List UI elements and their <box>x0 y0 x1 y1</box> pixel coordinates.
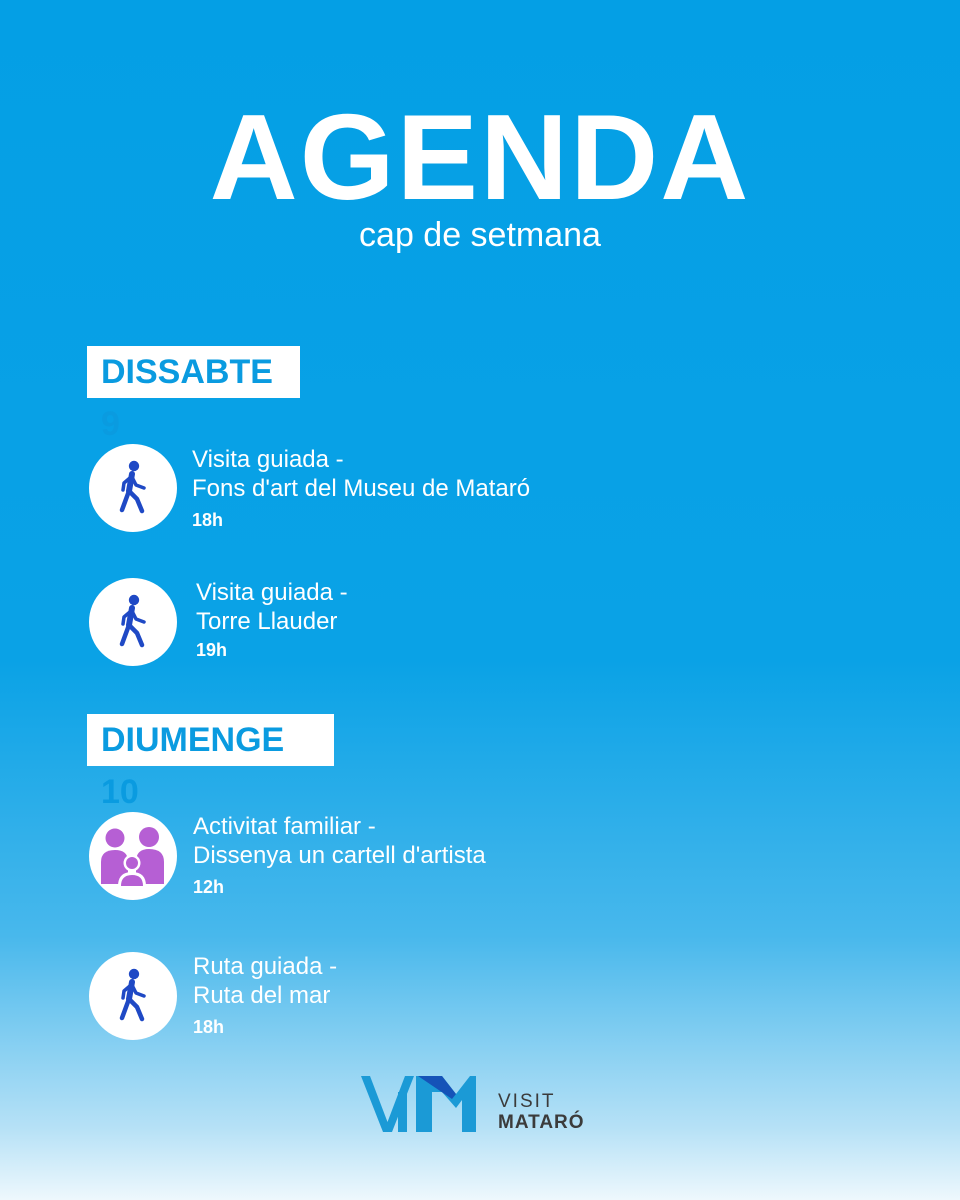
event-details <box>192 445 530 531</box>
day-heading-sunday: DIUMENGE 10 <box>87 714 334 766</box>
event-time: 12h <box>193 877 225 897</box>
event-time: 19h <box>196 640 228 660</box>
page-title: AGENDA <box>209 89 751 225</box>
walking-person-icon <box>89 578 177 666</box>
event-time: 18h <box>193 1017 225 1037</box>
logo-line-visit: VISIT <box>498 1091 556 1112</box>
event-item <box>89 812 789 902</box>
walking-person-icon <box>89 952 177 1040</box>
event-title-line2: Ruta del mar <box>193 982 331 1009</box>
event-title-line2: Fons d'art del Museu de Mataró <box>192 475 531 502</box>
logo-wordmark <box>498 1092 585 1134</box>
event-details <box>193 952 337 1038</box>
event-item <box>89 444 789 534</box>
page-subtitle: cap de setmana <box>359 216 601 254</box>
event-title-line2: Dissenya un cartell d'artista <box>193 842 486 869</box>
walking-person-icon <box>89 444 177 532</box>
event-title-line1: Ruta guiada - <box>193 953 338 980</box>
event-title-line1: Activitat familiar - <box>193 813 376 840</box>
event-time: 18h <box>192 510 224 530</box>
event-details <box>196 578 348 661</box>
family-icon <box>89 812 177 900</box>
event-item <box>89 952 789 1042</box>
event-title-line1: Visita guiada - <box>196 579 348 606</box>
day-heading-saturday: DISSABTE 9 <box>87 346 300 398</box>
logo-line-mataro: MATARÓ <box>498 1112 585 1133</box>
visit-mataro-logo <box>358 1072 608 1138</box>
event-title-line2: Torre Llauder <box>196 608 338 635</box>
event-title-line1: Visita guiada - <box>192 446 344 473</box>
event-item <box>89 578 789 668</box>
vm-logo-mark-icon <box>358 1072 482 1136</box>
event-details <box>193 812 486 898</box>
